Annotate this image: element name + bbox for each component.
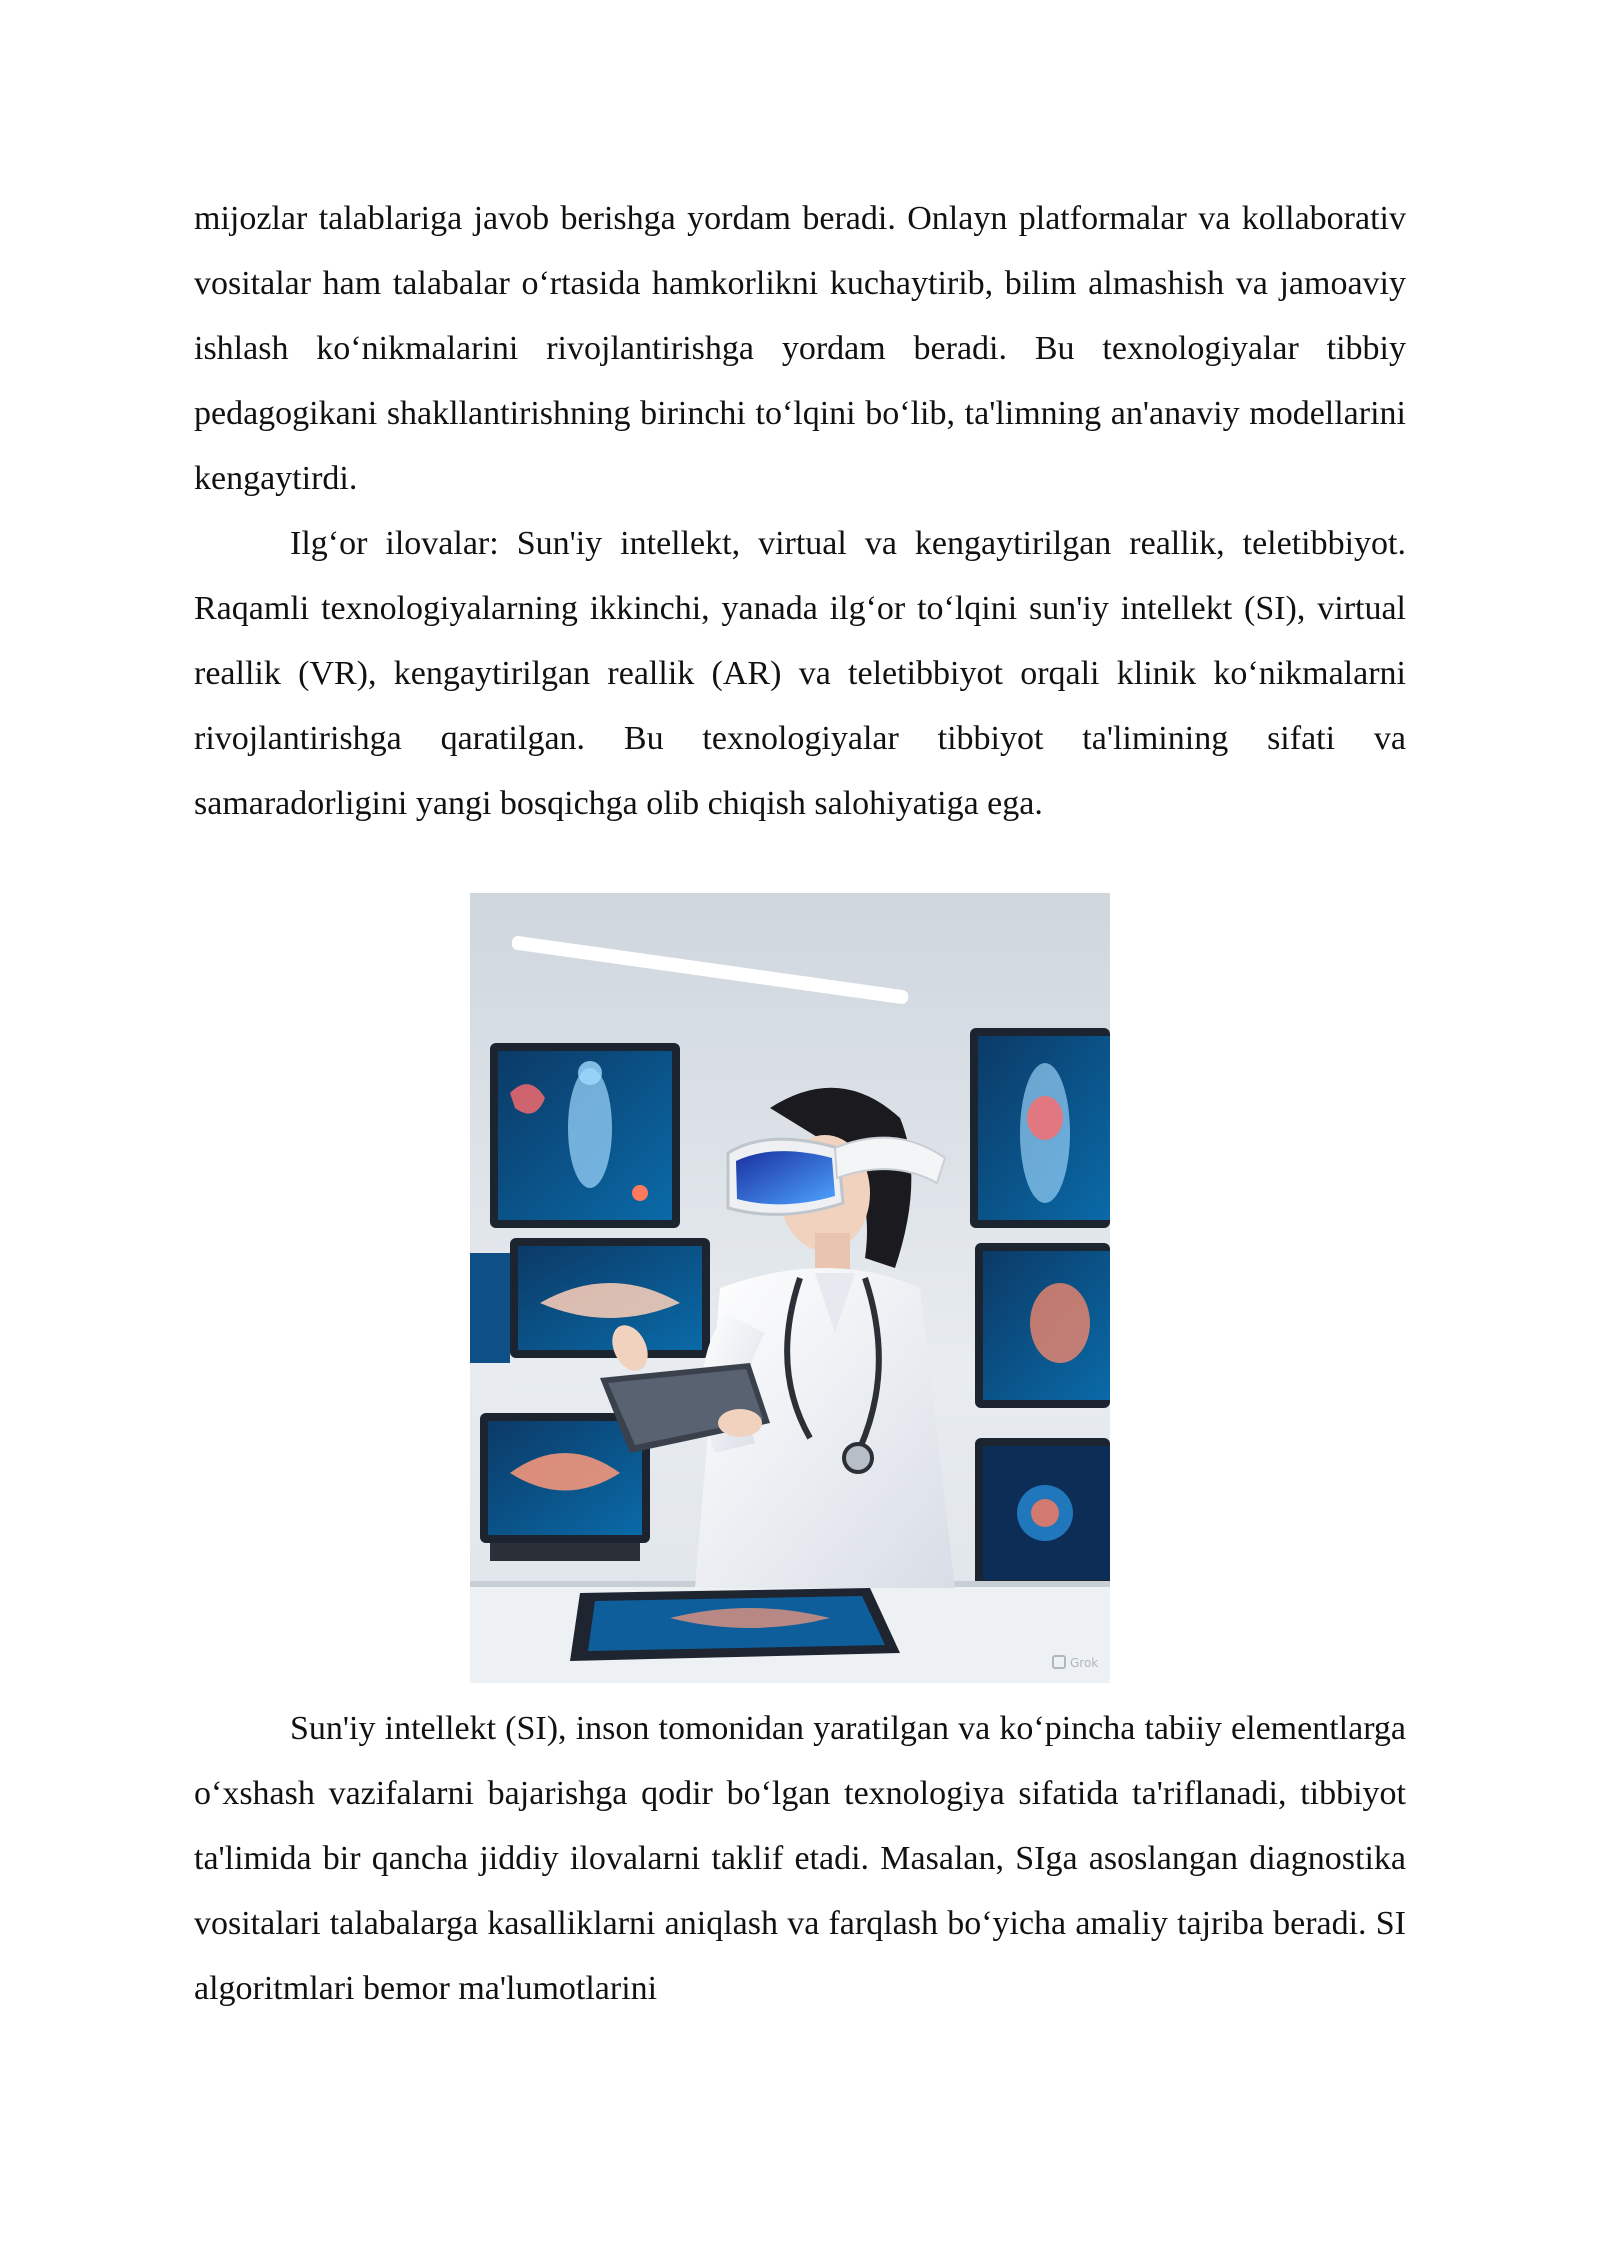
monitor-right-top [970, 1028, 1110, 1228]
paragraph-3: Sun'iy intellekt (SI), inson tomonidan yaratilgan va ko‘pincha tabiiy elementlarga o‘xshash vazifalarni bajarishga qodir bo‘lgan texnologiya sifatida ta'riflanadi, tibbiyot ta'limida bir qancha jiddiy ilovalarni taklif etadi. Masalan, SIga asoslangan diagnostika vositalari talabalarga kasalliklarni aniqlash va farqlash bo‘yicha amaliy tajriba beradi. SI algoritmlari bemor ma'lumotlarini [194, 1710, 1406, 2007]
monitor-left-top [490, 1043, 680, 1228]
paragraph-1: mijozlar talablariga javob berishga yordam beradi. Onlayn platformalar va kollaborativ vositalar ham talabalar o‘rtasida hamkorlikni kuchaytirib, bilim almashish va jamoaviy ishlash ko‘nikmalarini rivojlantirishga yordam beradi. Bu texnologiyalar tibbiy pedagogikani shakllantirishning birinchi to‘lqini bo‘lib, ta'limning an'anaviy modellarini kengaytirdi. [194, 200, 1406, 497]
tablet-on-desk [570, 1588, 900, 1661]
watermark-text: Grok [1070, 1656, 1099, 1670]
text-block-top [194, 186, 1406, 836]
text-block-bottom [194, 1696, 1406, 2021]
monitor-left-middle [470, 1238, 710, 1363]
paragraph-2: Ilg‘or ilovalar: Sun'iy intellekt, virtual va kengaytirilgan reallik, teletibbiyot. Raqamli texnologiyalarning ikkinchi, yanada ilg‘or to‘lqini sun'iy intellekt (SI), virtual reallik (VR), kengaytirilgan reallik (AR) va teletibbiyot orqali klinik ko‘nikmalarni rivojlantirishga qaratilgan. Bu texnologiyalar tibbiyot ta'limining sifati va samaradorligini yangi bosqichga olib chiqish salohiyatiga ega. [194, 525, 1406, 822]
monitor-right-middle [975, 1243, 1110, 1408]
illustration-vr-medical-student [470, 893, 1110, 1683]
